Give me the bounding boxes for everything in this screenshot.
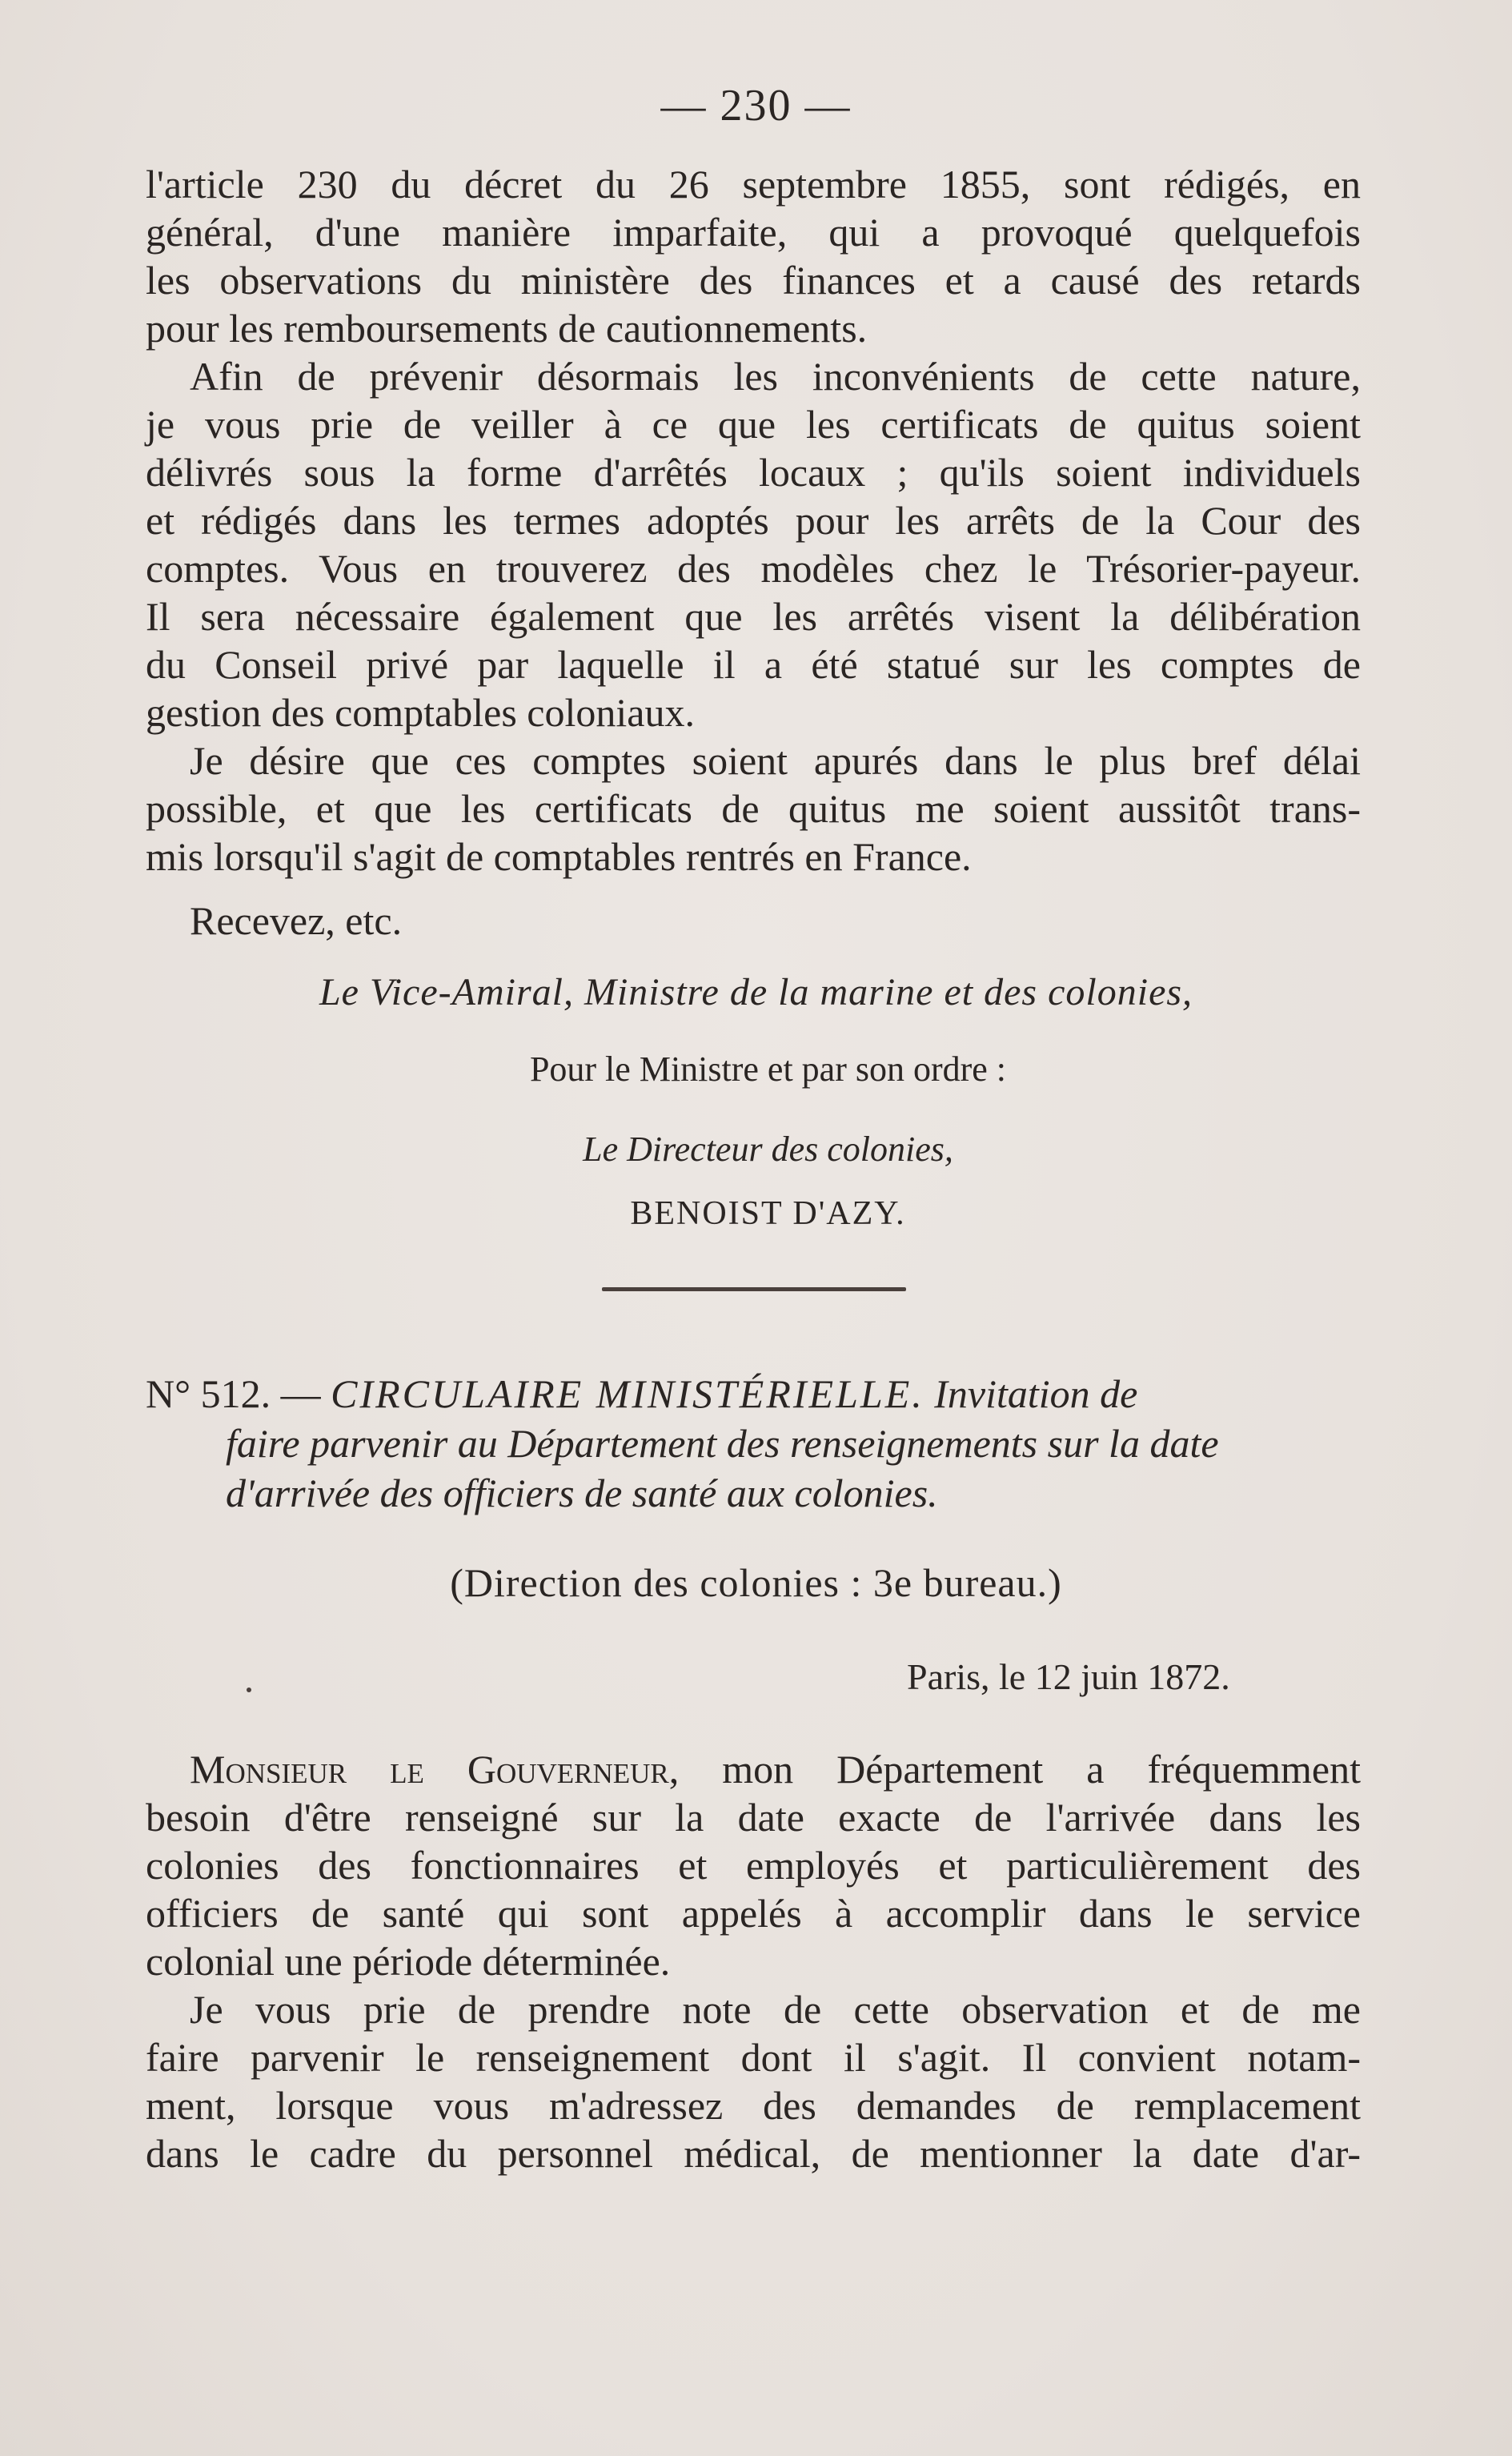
text-line: comptes. Vous en trouverez des modèles chez le Trésorier-payeur. (146, 546, 1361, 591)
signature-name: BENOIST D'AZY. (630, 1195, 906, 1232)
circular-kind: CIRCULAIRE MINISTÉRIELLE. (331, 1371, 924, 1416)
circular-letter-body (146, 1745, 1361, 2177)
signature-title: Le Vice-Amiral, Ministre de la marine et des colonies, (319, 971, 1193, 1013)
text-line: du Conseil privé par laquelle il a été statué sur les comptes de (146, 642, 1361, 687)
text-line: faire parvenir le renseignement dont il s'agit. Il convient notam- (146, 2035, 1361, 2080)
paragraph-1 (146, 160, 1361, 352)
signature-director: Le Directeur des colonies, (583, 1130, 953, 1169)
circular-heading-line (146, 1369, 1361, 1419)
text-line: Afin de prévenir désormais les inconvénients de cette nature, (190, 354, 1361, 399)
circular-subject-line: d'arrivée des officiers de santé aux colonies. (226, 1471, 938, 1515)
text-line: Je désire que ces comptes soient apurés dans le plus bref délai (190, 738, 1361, 783)
paragraph-2 (146, 352, 1361, 736)
closing-formula: Recevez, etc. (190, 898, 403, 943)
text-line: l'article 230 du décret du 26 septembre 1855, sont rédigés, en (146, 162, 1361, 207)
circular-heading (146, 1369, 1361, 1518)
text-line: délivrés sous la forme d'arrêtés locaux ; qu'ils soient individuels (146, 450, 1361, 495)
paragraph-3 (146, 736, 1361, 881)
text-line: officiers de santé qui sont appelés à accomplir dans le service (146, 1891, 1361, 1936)
letter-body-continued (146, 160, 1361, 881)
circular-number: N° 512. — (146, 1371, 321, 1416)
text-line: pour les remboursements de cautionnements. (146, 306, 868, 351)
text-line: mis lorsqu'il s'agit de comptables rentrés en France. (146, 834, 972, 879)
text-line: possible, et que les certificats de quitus me soient aussitôt trans- (146, 786, 1361, 831)
text-line: dans le cadre du personnel médical, de mentionner la date d'ar- (146, 2131, 1361, 2176)
text-line (146, 1745, 1361, 1793)
text-line: Il sera nécessaire également que les arrêtés visent la délibération (146, 594, 1361, 639)
page-number: — 230 — (660, 81, 852, 130)
ink-dot (247, 1687, 251, 1692)
text-line: les observations du ministère des finances et a causé des retards (146, 258, 1361, 303)
circular-subject-line: faire parvenir au Département des renseignements sur la date (226, 1421, 1219, 1466)
text-line: colonial une période déterminée. (146, 1939, 671, 1984)
text-line: je vous prie de veiller à ce que les certificats de quitus soient (146, 402, 1361, 447)
circular-subject-start: Invitation de (934, 1371, 1138, 1416)
text-line: colonies des fonctionnaires et employés et particulièrement des (146, 1843, 1361, 1888)
salutation: Monsieur le Gouverneur, (190, 1747, 680, 1792)
text-line: ment, lorsque vous m'adressez des demandes de remplacement (146, 2083, 1361, 2128)
text-line: et rédigés dans les termes adoptés pour les arrêts de la Cour des (146, 498, 1361, 543)
direction-line: (Direction des colonies : 3e bureau.) (450, 1560, 1062, 1605)
text-line: besoin d'être renseigné sur la date exacte de l'arrivée dans les (146, 1795, 1361, 1840)
letter-paragraph-2 (146, 1985, 1361, 2177)
text-line: Je vous prie de prendre note de cette observation et de me (190, 1987, 1361, 2032)
letter-paragraph-1 (146, 1745, 1361, 1985)
first-line-rest: mon Département a fréquemment (679, 1747, 1362, 1792)
text-line: gestion des comptables coloniaux. (146, 690, 695, 735)
signature-order: Pour le Ministre et par son ordre : (529, 1049, 1007, 1089)
date-line: Paris, le 12 juin 1872. (907, 1656, 1230, 1697)
section-divider (602, 1287, 906, 1291)
text-line: général, d'une manière imparfaite, qui a provoqué quelquefois (146, 210, 1361, 255)
